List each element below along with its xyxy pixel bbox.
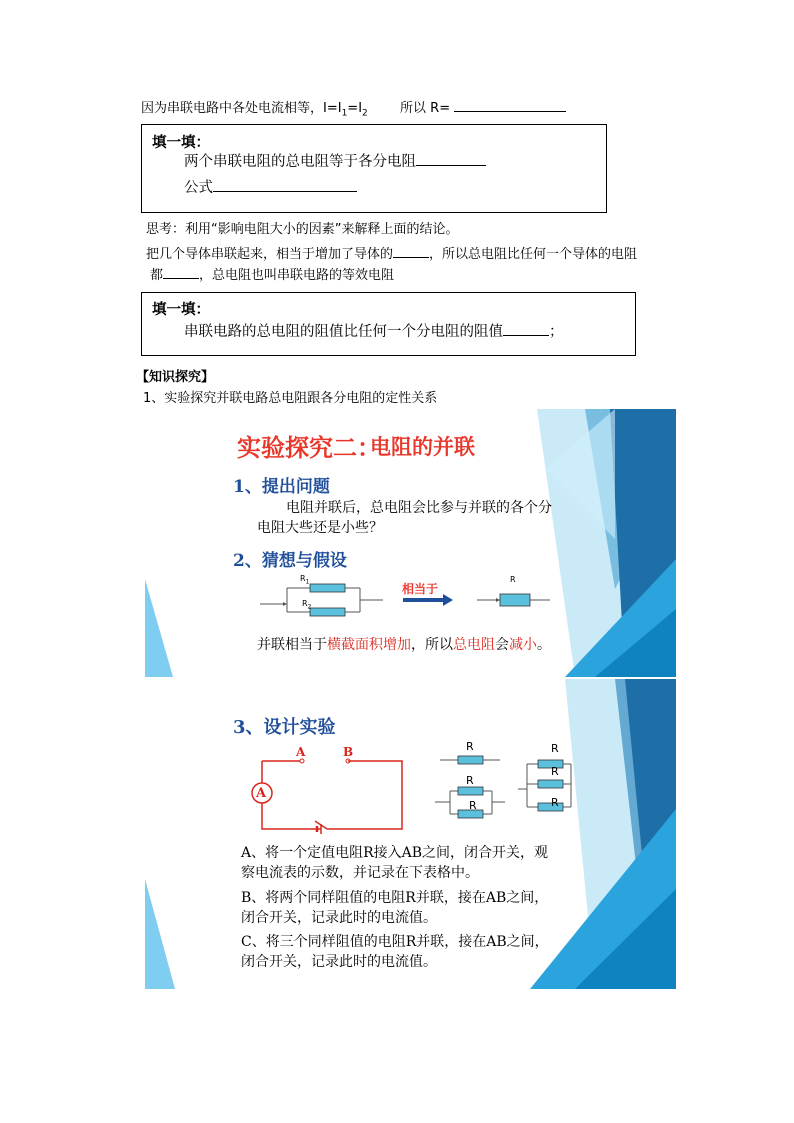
box1-line2-text: 公式 (184, 180, 213, 196)
r-label: R (510, 575, 516, 584)
slide-1 (145, 409, 676, 677)
r1-letter: R (300, 574, 306, 583)
section-heading: 【知识探究】 (136, 370, 215, 385)
r-single-label: R (466, 740, 474, 753)
step-c-1: C、将三个同样阻值的电阻R并联，接在AB之间， (241, 934, 549, 950)
c-b: 横截面积增加 (327, 637, 411, 653)
slide1-h1: 1、提出问题 (233, 477, 330, 497)
eq: =I (347, 101, 363, 116)
think-line-3 (150, 265, 394, 285)
slide-2 (145, 679, 676, 989)
section-item-1: 1、实验探究并联电路总电阻跟各分电阻的定性关系 (143, 391, 438, 406)
r1-sub: 1 (305, 578, 310, 586)
r-three-bottom-label: R (551, 796, 559, 809)
ammeter-label: A (256, 786, 267, 801)
box1-line2 (184, 178, 357, 198)
step-a-2: 察电流表的示数，并记录在下表格中。 (241, 865, 479, 881)
step-b-1: B、将两个同样阻值的电阻R并联，接在AB之间， (241, 890, 549, 906)
c-e: 会 (495, 637, 509, 653)
terminal-b: B (343, 745, 354, 759)
r1-label (300, 574, 309, 586)
c-d: 总电阻 (453, 637, 495, 653)
equivalent-label: 相当于 (402, 582, 439, 596)
r2-label (302, 599, 311, 611)
slide1-conclusion (257, 634, 551, 654)
box1-blank-2[interactable] (213, 178, 357, 192)
box2-tail: ； (549, 324, 564, 340)
c-c: ，所以 (411, 637, 453, 653)
slide1-p1a: 电阻并联后，总电阻会比参与并联的各个分 (286, 500, 552, 516)
step-b-2: 闭合开关，记录此时的电流值。 (241, 910, 437, 926)
box2-line1 (184, 322, 564, 342)
think-blank-2[interactable] (163, 265, 199, 279)
c-a: 并联相当于 (257, 637, 327, 653)
so-r-label: 所以 R= (400, 101, 451, 116)
think-line-2 (146, 244, 637, 264)
box1-title: 填一填： (152, 135, 210, 151)
slide2-h3: 3、设计实验 (233, 717, 336, 738)
series-current-line (141, 98, 566, 123)
slide1-title-a: 实验探究二： (237, 433, 381, 462)
r2-letter: R (302, 599, 308, 608)
r-two-bottom-label: R (469, 799, 477, 812)
c-f: 减小 (509, 637, 537, 653)
box2-line1-text: 串联电路的总电阻的阻值比任何一个分电阻的阻值 (184, 324, 503, 340)
r-answer-blank[interactable] (454, 98, 566, 112)
sub-2: 2 (362, 108, 368, 119)
r2-sub: 2 (307, 603, 312, 611)
line1-prefix: 因为串联电路中各处电流相等，I=I (141, 101, 342, 116)
fill-in-box-2 (141, 292, 636, 356)
slide1-p1b: 电阻大些还是小些？ (257, 520, 383, 536)
box1-line1-text: 两个串联电阻的总电阻等于各分电阻 (184, 154, 416, 170)
think-2a: 把几个导体串联起来，相当于增加了导体的 (146, 247, 394, 262)
box1-line1 (184, 152, 486, 172)
step-a-1: A、将一个定值电阻R接入AB之间，闭合开关，观 (241, 845, 549, 861)
sub-1: 1 (341, 108, 348, 119)
slide1-h2: 2、猜想与假设 (233, 551, 347, 571)
think-blank-1[interactable] (393, 244, 429, 258)
box1-blank-1[interactable] (416, 152, 486, 166)
box2-title: 填一填： (152, 302, 210, 318)
c-g: 。 (537, 637, 551, 653)
think-2b: ，所以总电阻比任何一个导体的电阻 (429, 247, 638, 262)
fill-in-box-1 (141, 124, 607, 213)
r-three-top-label: R (551, 742, 559, 755)
box2-blank[interactable] (503, 322, 549, 336)
step-c-2: 闭合开关，记录此时的电流值。 (241, 954, 437, 970)
think-3b: ，总电阻也叫串联电路的等效电阻 (199, 268, 395, 283)
r-two-top-label: R (466, 774, 474, 787)
think-line-1: 思考：利用“影响电阻大小的因素”来解释上面的结论。 (146, 222, 459, 237)
r-three-mid-label: R (551, 765, 559, 778)
think-3a: 都 (150, 268, 164, 283)
circuit-diagram (245, 741, 410, 836)
terminal-a: A (296, 745, 306, 759)
slide1-title-b: 电阻的并联 (370, 434, 475, 459)
